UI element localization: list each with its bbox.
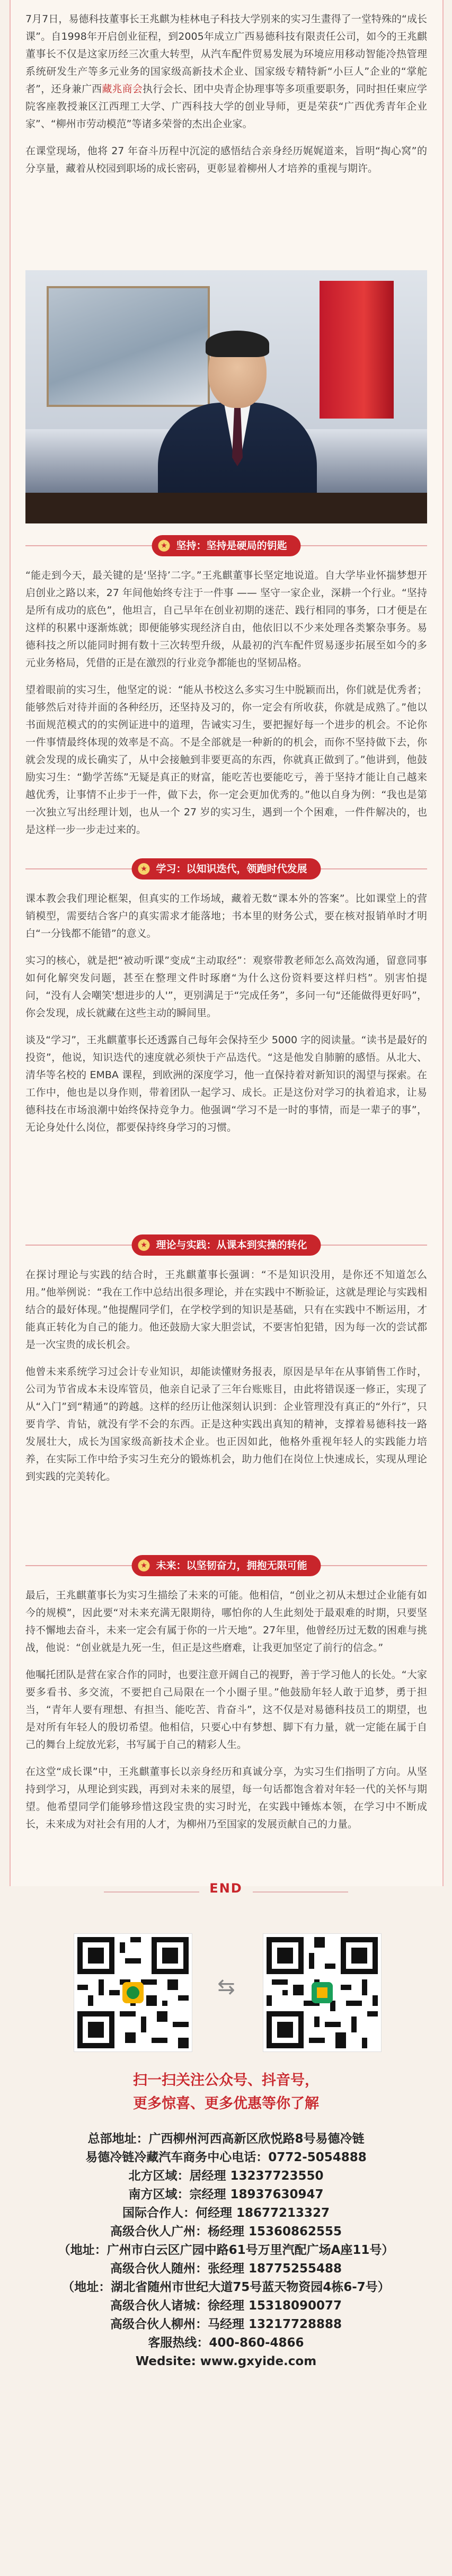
future-paragraph-3: 在这堂“成长课”中，王兆麒董事长以亲身经历和真诚分享，为实习生们指明了方向。从坚持到学习，从理论到实践，再到对未来的展望，每一句话都饱含着对年轻一代的关怀与期望。他希望同学们能够珍惜这段宝贵的实习时光，在实践中锤炼本领，在学习中不断成长，未来成为对社会有用的人才，为柳州乃至国家的发展贡献自己的力量。 xyxy=(25,1766,427,1830)
learning-paragraph-1: 课本教会我们理论框架，但真实的工作场域，藏着无数“课本外的答案”。比如课堂上的营销模型，需要结合客户的真实需求才能落地；书本里的财务公式，要在核对报销单时才明白“一分钱都不能错”的意义。 xyxy=(25,893,427,939)
end-label: END xyxy=(209,1881,243,1896)
star-icon: ★ xyxy=(138,1239,149,1251)
qr-code-row xyxy=(0,1934,452,2056)
section-banner-persistence xyxy=(25,535,427,556)
hubei-address: （地址：湖北省随州市世纪大道75号蓝天物资园4栋6-7号） xyxy=(62,2280,390,2294)
guangzhou-partner: 高级合伙人广州：杨经理 15360862555 xyxy=(110,2225,342,2239)
star-icon: ★ xyxy=(158,540,170,552)
business-hotline: 易德冷链冷藏汽车商务中心电话：0772-5054888 xyxy=(85,2151,367,2164)
intro-paragraph-1: 7月7日，易德科技董事长王兆麒为桂林电子科技大学别来的实习生畫得了一堂特殊的“成长课”。自1998年开启创业征程，到2005年成立广西易德科技有限责任公司，如今的王兆麒董事长不仅是这家历经三次重大转型，从汽车配件贸易发展为环境应用移动智能冷热管理系统研发生产等多元业务的国家级高新技术企业、国家级专精特新“小巨人”企业的“掌舵者”，还身兼广西藏兆商会执行会长、团中央青企协理事等多项重要职务，同时担任柬应学院客座教授兼区江西理工大学、广西科技大学的创业导师，更是荣获“广西优秀青年企业家”、“柳州市劳动模范”等诸多荣誉的杰出企业家。 xyxy=(25,13,427,130)
future-paragraph-2: 他嘱托团队是营在家合作的同时，也要注意开阔自己的视野，善于学习他人的长处。“大家要多看书、多交流，不要把自己局限在一个小圈子里。”他鼓励年轻人敢于追梦，勇于担当，“青年人要有理想、有担当、能吃苦、肯奋斗”，这不仅是对易德科技员工的期望，也是对所有年轻人的殷切希望。他相信，只要心中有梦想、脚下有力量，就一定能在属于自己的舞台上绽放光彩，书写属于自己的精彩人生。 xyxy=(25,1669,427,1751)
end-divider xyxy=(0,1881,452,1902)
intro-section xyxy=(25,11,427,187)
service-hotline: 客服热线：400-860-4866 xyxy=(148,2336,304,2350)
section-title: 未来：以坚韧奋力，拥抱无限可能 xyxy=(156,1560,307,1571)
practice-paragraph-1: 在探讨理论与实践的结合时，王兆麒董事长强调：“不是知识没用，是你还不知道怎么用。”他举例说：“我在工作中总结出很多理论，并在实践中不断验证，这就是理论与实践相结合的最好体现。”他提醒同学们，在学校学到的知识是基础，只有在实践中不断运用，才能真正转化为自己的能力。他还鼓励大家大胆尝试，不要害怕犯错，因为每一次的尝试都是一次宝贵的成长机会。 xyxy=(25,1269,427,1351)
hubei-partner: 高级合伙人随州：张经理 18775255488 xyxy=(110,2262,342,2276)
section-banner-learning xyxy=(25,858,427,880)
section-learning xyxy=(25,890,427,1146)
star-icon: ★ xyxy=(138,1560,149,1571)
section-title: 学习：以知识迭代，领跑时代发展 xyxy=(156,863,307,875)
red-flag xyxy=(320,281,394,419)
south-region-contact: 南方区域：宗经理 18937630947 xyxy=(128,2188,324,2201)
guangzhou-address: （地址：广州市白云区广园中路61号万里汽配广场A座11号） xyxy=(58,2243,394,2257)
wechat-qr-code[interactable] xyxy=(74,1934,192,2051)
arrow-left-right-icon: ⇆ xyxy=(217,1975,235,1999)
chengdu-partner: 高级合伙人诸城：徐经理 15318090077 xyxy=(110,2299,342,2313)
section-title: 理论与实践：从课本到实操的转化 xyxy=(156,1239,307,1251)
website-link[interactable]: Wedsite: www.gxyide.com xyxy=(135,2355,317,2368)
persistence-paragraph-2: 望着眼前的实习生，他坚定的说：“能从书校这么多实习生中脱颖而出，你们就是优秀者；能够然后对待并面的各种经历，还坚持及习的，你一定会有所收获，你就是成熟了。”他以书面规范模式的的实例证进中的道理，告诫实习生，要把握好每一个进步的机会。不论你一件事情最终体现的效率是不高。不是全部就是一种新的的机会，而你不坚持做下去，你就会发现的成长确实了，从中会接触到非要更高的东西，你就真正做到了。”他讲到，他鼓励实习生：“勤学苦练”无疑是真正的财富，能吃苦也要能吃亏，善于坚持才能让自己越来越优秀，让事情不止步于一件，做下去，你一定会更加优秀的。”他以自身为例：“我也是第一次独立写出经理计划，也从一个 27 岁的实习生，遇到一个个困难，一件件解决的，也是这样一步一步走过来的。 xyxy=(25,684,427,836)
hq-address: 总部地址：广西柳州河西高新区欣悦路8号易德冷链 xyxy=(87,2132,365,2146)
contact-info xyxy=(0,2130,452,2371)
international-contact: 国际合作人：何经理 18677213327 xyxy=(122,2206,330,2220)
section-persistence xyxy=(25,567,427,848)
section-practice xyxy=(25,1266,427,1495)
star-icon: ★ xyxy=(138,863,149,875)
slogan-line-2: 更多惊喜、更多优惠等你了解 xyxy=(133,2095,319,2112)
practice-paragraph-2: 他曾未来系统学习过会计专业知识，却能读懂财务报表，原因是早年在从事销售工作时，公司为节省成本未设库管员，他亲自记录了三年台账账目，由此将错误逐一修正，实现了从“入门”到“精通”的跨越。这样的经历让他深刻认识到：企业管理没有真正的“外行”，只要肯学、肯钻，就没有学不会的东西。正是这种实践出真知的精神，支撑着易德科技一路发展壮大，成长为国家级高新技术企业。也正因如此，他格外重视年轻人的实践能力培养，在实际工作中给予实习生充分的锻炼机会，助力他们在岗位上快速成长，实现从理论到实践的完美转化。 xyxy=(25,1366,427,1482)
douyin-qr-code[interactable] xyxy=(263,1934,381,2051)
qr-pattern-icon xyxy=(77,1937,189,2048)
north-region-contact: 北方区域：居经理 13237723550 xyxy=(128,2169,324,2183)
section-banner-future xyxy=(25,1555,427,1576)
future-paragraph-1: 最后，王兆麒董事长为实习生描绘了未来的可能。他相信，“创业之初从未想过企业能有如今的规模”，因此要“对未来充满无限期待，哪怕你的人生此刻处于最艰难的时期，只要坚持不懈地去奋斗，未来一定会有属于你的一片天地”。27年里，他曾经历过无数的困难与挑战，他说：“创业就是九死一生，但正是这些磨难，让我更加坚定了前行的信念。” xyxy=(25,1589,427,1654)
section-banner-practice xyxy=(25,1234,427,1256)
section-future xyxy=(25,1587,427,1843)
learning-paragraph-2: 实习的核心，就是把“被动听课”变成“主动取经”：观察带教老师怎么高效沟通，留意同事如何化解突发问题，甚至在整理文件时琢磨“为什么这份资料要这样归档”。别害怕提问，“没有人会嘲笑'想进步的人'”，更别满足于“完成任务”，多问一句“还能做得更好吗”，你会发现，成长就藏在这些主动的瞬间里。 xyxy=(25,955,427,1019)
slogan-line-1: 扫一扫关注公众号、抖音号， xyxy=(133,2072,319,2089)
merchant-association-link[interactable]: 藏兆商会 xyxy=(102,83,143,95)
liuzhou-partner: 高级合伙人柳州：马经理 13217728888 xyxy=(110,2317,342,2331)
section-title: 坚持：坚持是硬局的钥匙 xyxy=(176,540,287,552)
intro-paragraph-2: 在课堂现场，他将 27 年奋斗历程中沉淀的感悟结合亲身经历娓娓道来，旨明“掏心窝”的分享量，藏着从校园到职场的成长密码，更彰显着柳州人才培养的重视与期许。 xyxy=(25,145,427,174)
office-desk xyxy=(25,493,427,523)
qr-pattern-icon xyxy=(267,1937,378,2048)
persistence-paragraph-1: “能走到今天，最关键的是‘坚持’二字。”王兆麒董事长坚定地说道。自大学毕业怀揣梦想开启创业之路以来，27 年间他始终专注于一件事 —— 坚守一家企业，深耕一个行业。“坚持是所有成功的底色”，他坦言，自己早年在创业初期的迷茫、践行相同的事务，口才便是在这样的积累中逐渐炼就；即便能够实现经济自由，他依旧以不少来处理各类繁杂事务。易德科技之所以能同时拥有数十三次转型升级，从最初的汽车配件贸易逐步拓展至如今的多元业务格局，凭借的正是在激烈的行业竞争都能也的坚韧品格。 xyxy=(25,570,427,669)
chairman-photo xyxy=(25,270,427,523)
learning-paragraph-3: 谈及“学习”，王兆麒董事长还透露自己每年会保持至少 5000 字的阅读量。“读书是最好的投资”，他说，知识迭代的速度就必须快于产品迭代。“这是他发自肺腑的感悟。从北大、清华等名校的 EMBA 课程，到欧洲的深度学习，他一直保持着对新知识的渴望与探索。在工作中，他也是以身作则，带着团队一起学习、成长。正是这份对学习的执着追求，让易德科技在市场浪潮中始终保持竞争力。他强调“学习不是一时的事情，而是一辈子的事”，无论身处什么岗位，都要保持终身学习的习惯。 xyxy=(25,1034,427,1133)
